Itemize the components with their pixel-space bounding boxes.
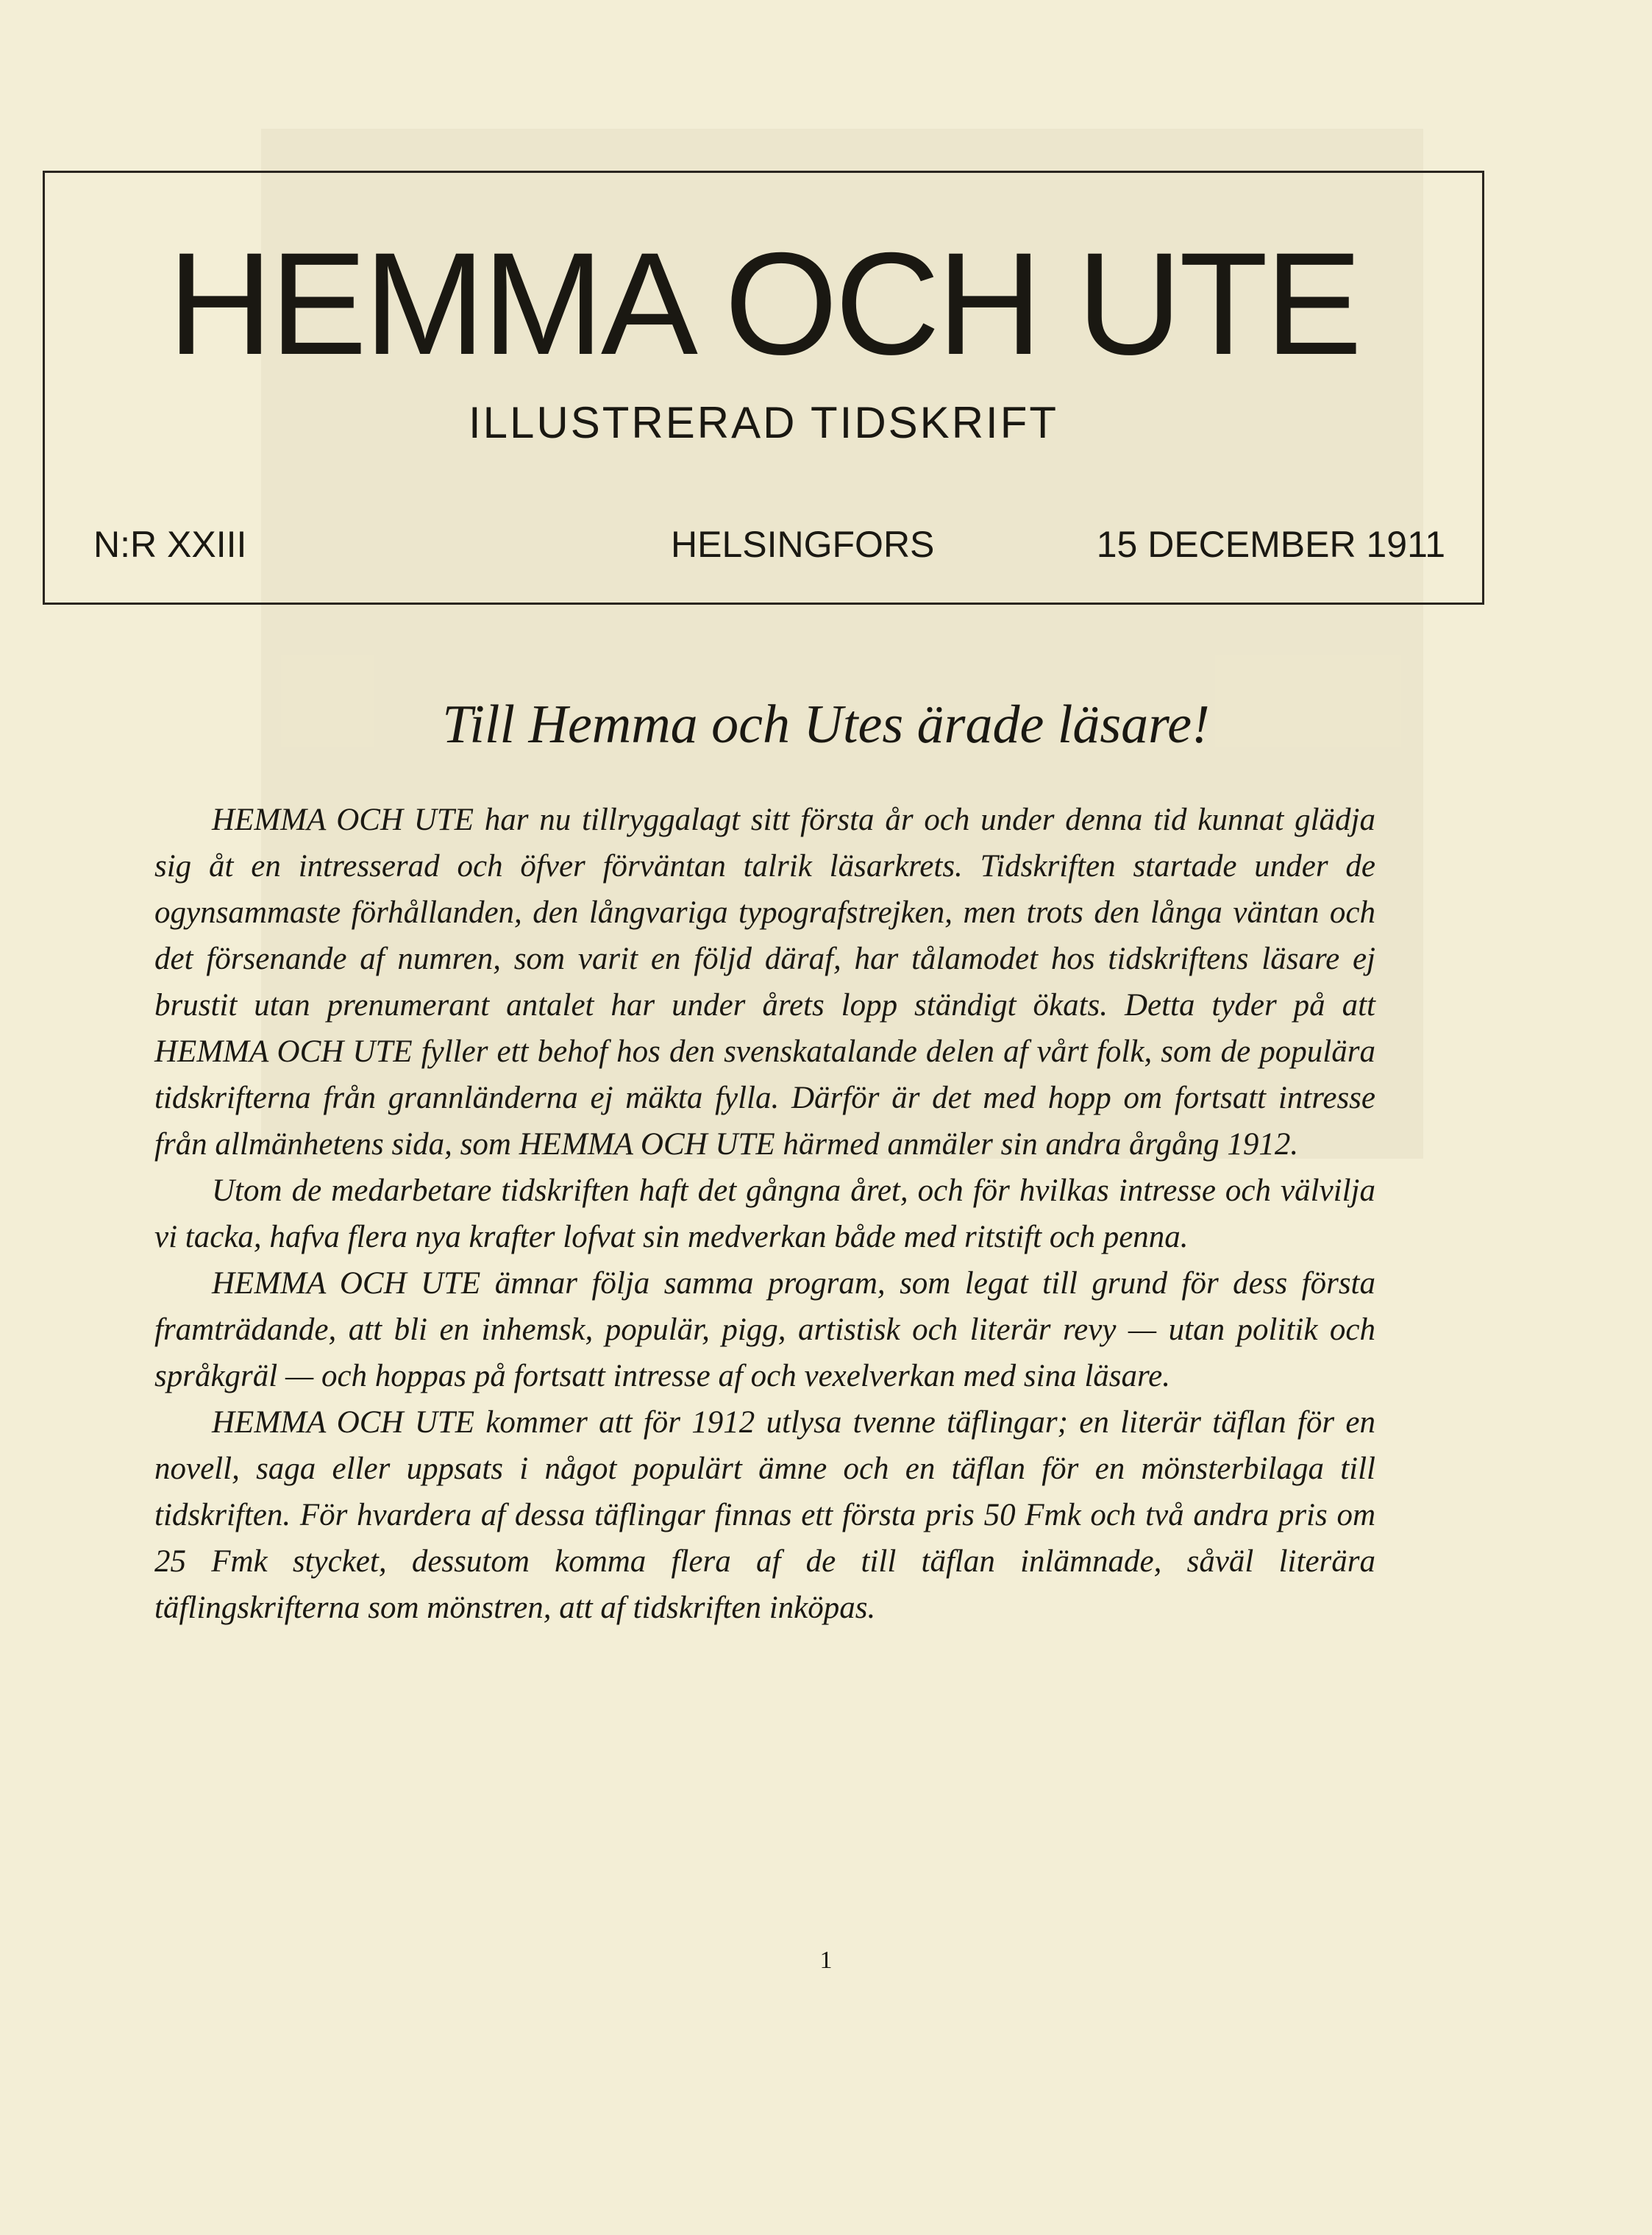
article-paragraph: Utom de medarbetare tidskriften haft det gångna året, och för hvilkas intresse och välvilja vi tacka, hafva flera nya krafter lofvat sin medverkan både med ritstift och penna. (154, 1173, 1375, 1254)
article-paragraph: HEMMA OCH UTE har nu tillryggalagt sitt första år och under denna tid kunnat glädja sig åt en intresserad och öfver förväntan talrik läsarkrets. Tidskriften startade under de ogynsammaste förhållanden, den långvariga typografstrejken, men trots den långa väntan och det försenande af numren, som varit en följd däraf, har tålamodet hos tidskriftens läsare ej brustit utan prenumerant antalet har under årets lopp ständigt ökats. Detta tyder på att HEMMA OCH UTE fyller ett behof hos den svenskatalande delen af vårt folk, som de populära tidskrifterna från grannländerna ej mäkta fylla. Därför är det med hopp om fortsatt intresse från allmänhetens sida, som HEMMA OCH UTE härmed anmäler sin andra årgång 1912. (154, 803, 1375, 1162)
publication-date: 15 DECEMBER 1911 (1096, 524, 1445, 565)
masthead-box (43, 171, 1484, 605)
issue-number: N:R XXIII (93, 524, 247, 565)
article-body (154, 797, 1375, 1631)
article-paragraph: HEMMA OCH UTE ämnar följa samma program, som legat till grund för dess första framträdande, att bli en inhemsk, populär, pigg, artistisk och literär revy — utan politik och språkgräl — och hoppas på fortsatt intresse af och vexelverkan med sina läsare. (154, 1266, 1375, 1393)
page-number: 1 (819, 1947, 833, 1974)
article-paragraph: HEMMA OCH UTE kommer att för 1912 utlysa tvenne täflingar; en literär täflan för en novell, saga eller uppsats i något populärt ämne och en täflan för en mönsterbilaga till tidskriften. För hvardera af dessa täflingar finnas ett första pris 50 Fmk och två andra pris om 25 Fmk stycket, dessutom komma flera af de till täflan inlämnade, såväl literära täflingskrifterna som mönstren, att af tidskriften inköpas. (154, 1405, 1375, 1625)
masthead-subtitle: ILLUSTRERAD TIDSKRIFT (468, 398, 1058, 447)
masthead-title: HEMMA OCH UTE (167, 222, 1360, 385)
publication-city: HELSINGFORS (671, 524, 935, 565)
article-headline: Till Hemma och Utes ärade läsare! (442, 694, 1210, 755)
